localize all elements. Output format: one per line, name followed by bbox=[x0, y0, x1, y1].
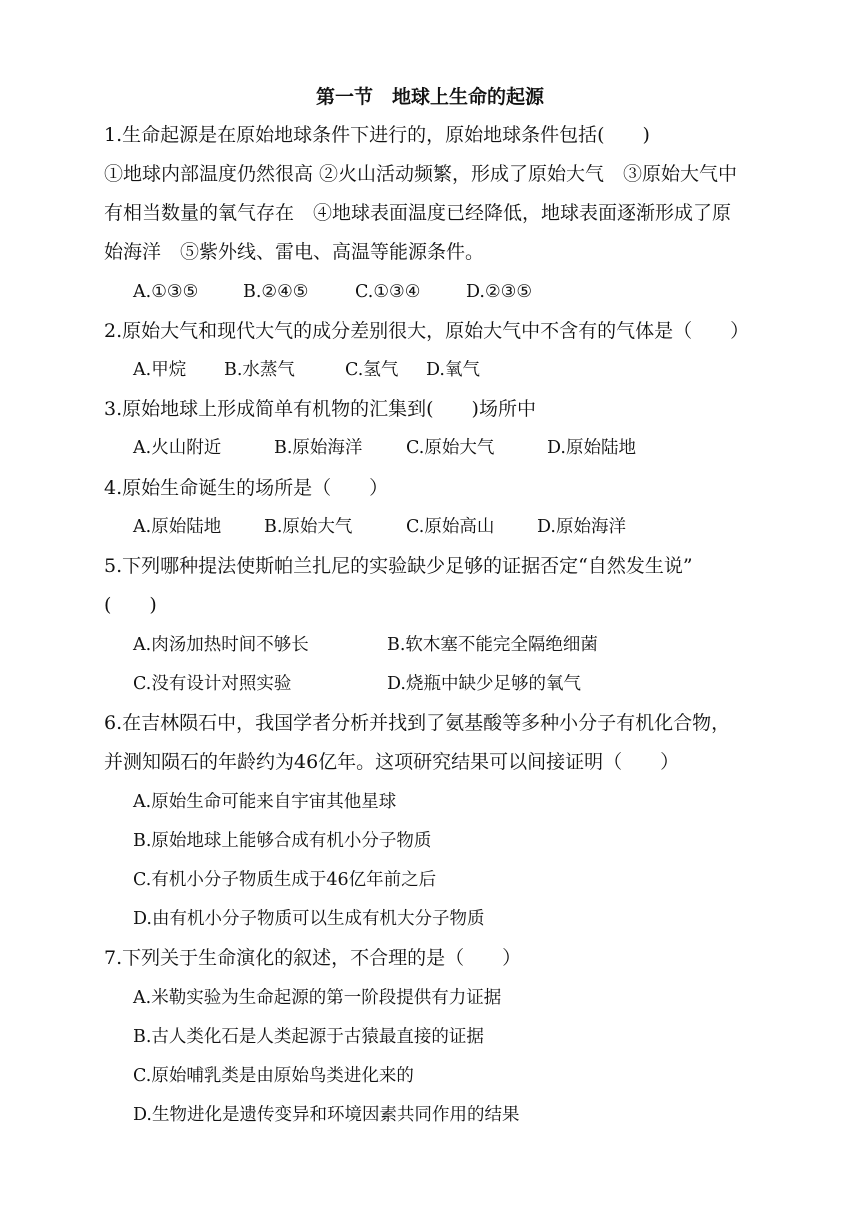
question-4-option-c: C.原始高山 bbox=[406, 517, 495, 537]
question-1-option-b: B.②④⑤ bbox=[243, 282, 309, 302]
question-1-option-a: A.①③⑤ bbox=[133, 282, 199, 302]
question-4-stem: 4.原始生命诞生的场所是（ ） bbox=[104, 477, 389, 499]
question-7-option-b: B.古人类化石是人类起源于古猿最直接的证据 bbox=[133, 1027, 484, 1047]
question-1-stem: 1.生命起源是在原始地球条件下进行的，原始地球条件包括( ) bbox=[104, 124, 650, 146]
question-3-option-a: A.火山附近 bbox=[133, 438, 222, 458]
question-6-option-a: A.原始生命可能来自宇宙其他星球 bbox=[133, 792, 397, 812]
question-3-option-b: B.原始海洋 bbox=[274, 438, 363, 458]
question-1-option-c: C.①③④ bbox=[355, 282, 421, 302]
question-5-stem-continued: ( ) bbox=[104, 594, 157, 616]
question-2-option-c: C.氢气 bbox=[345, 360, 399, 380]
question-6-option-c: C.有机小分子物质生成于46亿年前之后 bbox=[133, 870, 437, 890]
question-5-option-b: B.软木塞不能完全隔绝细菌 bbox=[387, 635, 598, 655]
question-7-option-d: D.生物进化是遗传变异和环境因素共同作用的结果 bbox=[133, 1105, 520, 1125]
question-3-option-d: D.原始陆地 bbox=[547, 438, 636, 458]
question-2-option-d: D.氧气 bbox=[426, 360, 480, 380]
question-1-option-d: D.②③⑤ bbox=[466, 282, 533, 302]
question-7-stem: 7.下列关于生命演化的叙述，不合理的是（ ） bbox=[104, 947, 522, 969]
question-6-option-b: B.原始地球上能够合成有机小分子物质 bbox=[133, 831, 432, 851]
question-7-option-c: C.原始哺乳类是由原始鸟类进化来的 bbox=[133, 1066, 414, 1086]
question-1-statements-line-1: ①地球内部温度仍然很高 ②火山活动频繁，形成了原始大气 ③原始大气中 bbox=[104, 163, 738, 185]
question-1-statements-line-3: 始海洋 ⑤紫外线、雷电、高温等能源条件。 bbox=[104, 241, 485, 263]
question-2-option-a: A.甲烷 bbox=[133, 360, 187, 380]
question-6-option-d: D.由有机小分子物质可以生成有机大分子物质 bbox=[133, 909, 485, 929]
question-5-option-d: D.烧瓶中缺少足够的氧气 bbox=[387, 674, 581, 694]
question-6-stem-continued: 并测知陨石的年龄约为46亿年。这项研究结果可以间接证明（ ） bbox=[104, 751, 680, 773]
question-5-option-a: A.肉汤加热时间不够长 bbox=[133, 635, 309, 655]
question-6-stem: 6.在吉林陨石中，我国学者分析并找到了氨基酸等多种小分子有机化合物， bbox=[104, 712, 731, 734]
question-4-option-d: D.原始海洋 bbox=[537, 517, 626, 537]
question-5-option-c: C.没有设计对照实验 bbox=[133, 674, 292, 694]
question-3-option-c: C.原始大气 bbox=[406, 438, 495, 458]
question-5-stem: 5.下列哪种提法使斯帕兰扎尼的实验缺少足够的证据否定“自然发生说” bbox=[104, 555, 693, 577]
question-4-option-a: A.原始陆地 bbox=[133, 517, 222, 537]
question-2-stem: 2.原始大气和现代大气的成分差别很大，原始大气中不含有的气体是（ ） bbox=[104, 320, 750, 342]
section-title: 第一节 地球上生命的起源 bbox=[315, 86, 544, 108]
question-3-stem: 3.原始地球上形成简单有机物的汇集到( )场所中 bbox=[104, 398, 536, 420]
question-1-statements-line-2: 有相当数量的氧气存在 ④地球表面温度已经降低，地球表面逐渐形成了原 bbox=[104, 202, 732, 224]
question-7-option-a: A.米勒实验为生命起源的第一阶段提供有力证据 bbox=[133, 988, 502, 1008]
question-2-option-b: B.水蒸气 bbox=[224, 360, 295, 380]
question-4-option-b: B.原始大气 bbox=[264, 517, 353, 537]
